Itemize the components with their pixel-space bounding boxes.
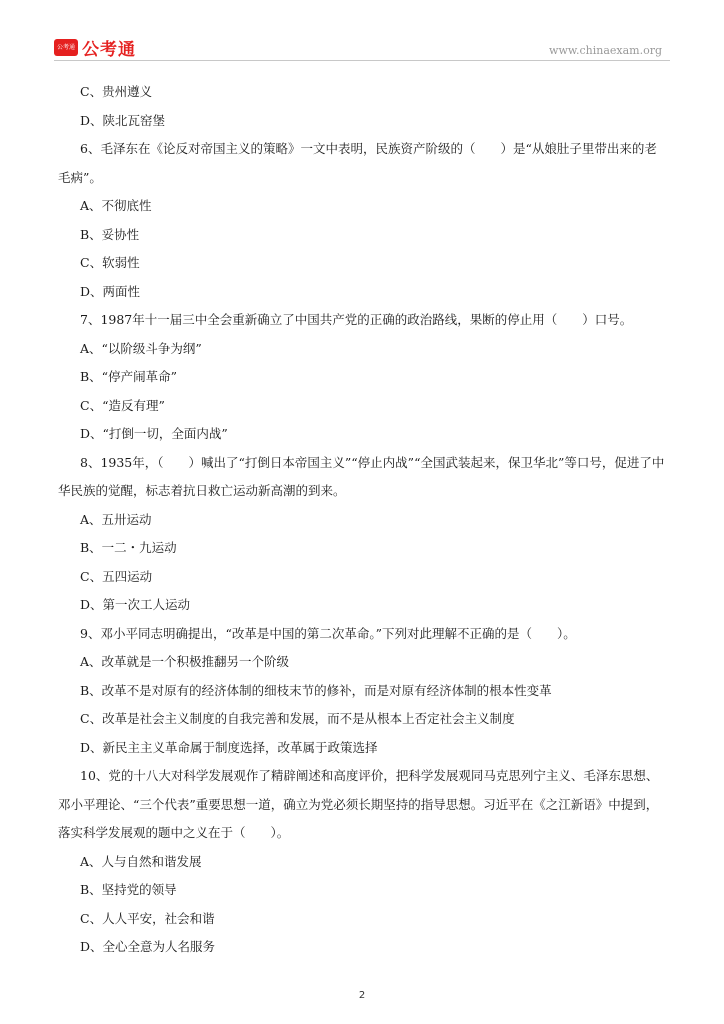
q8-stem-line-2: 华民族的觉醒，标志着抗日救亡运动新高潮的到来。	[58, 483, 346, 498]
q8-option-a: A、五卅运动	[80, 511, 152, 527]
q10-option-c: C、人人平安，社会和谐	[80, 910, 215, 926]
q8-option-b: B、一二・九运动	[80, 540, 177, 555]
q9-option-d: D、新民主主义革命属于制度选择，改革属于政策选择	[80, 739, 378, 755]
logo	[54, 35, 136, 60]
q6-stem-line-1: 6、毛泽东在《论反对帝国主义的策略》一文中表明，民族资产阶级的（ ）是“从娘肚子里带出来的老	[80, 141, 657, 156]
q7-option-d: D、“打倒一切，全面内战”	[80, 426, 228, 441]
q10-option-a: A、人与自然和谐发展	[80, 853, 202, 869]
document-body	[58, 78, 668, 962]
page-header	[0, 0, 724, 62]
q10-stem-line-3: 落实科学发展观的题中之义在于（ ）。	[58, 825, 290, 840]
q7-option-a: A、“以阶级斗争为纲”	[80, 340, 202, 356]
q9-stem-line-1: 9、邓小平同志明确提出，“改革是中国的第二次革命。”下列对此理解不正确的是（ ）。	[80, 625, 576, 641]
q6-option-c: C、软弱性	[80, 255, 140, 270]
q8-option-d: D、第一次工人运动	[80, 597, 191, 612]
q6-option-a: A、不彻底性	[80, 198, 152, 213]
q10-stem-line-1: 10、党的十八大对科学发展观作了精辟阐述和高度评价，把科学发展观同马克思列宁主义、毛泽东思想、	[80, 768, 659, 783]
q8-stem-line-1: 8、1935年，（ ）喊出了“打倒日本帝国主义”“停止内战”“全国武装起来，保卫华北”等口号，促进了中	[80, 454, 665, 470]
logo-badge: 公考通	[54, 39, 78, 56]
q10-option-b: B、坚持党的领导	[80, 882, 177, 897]
q5-option-d: D、陕北瓦窑堡	[80, 112, 166, 128]
page-number: 2	[358, 990, 366, 1001]
q6-option-d: D、两面性	[80, 283, 141, 299]
q7-option-b: B、“停产闹革命”	[80, 369, 177, 384]
q9-option-b: B、改革不是对原有的经济体制的细枝末节的修补，而是对原有经济体制的根本性变革	[80, 682, 552, 698]
q10-option-d: D、全心全意为人名服务	[80, 939, 216, 954]
q8-option-c: C、五四运动	[80, 568, 153, 584]
q6-option-b: B、妥协性	[80, 226, 140, 242]
q5-option-c: C、贵州遵义	[80, 84, 153, 99]
header-divider	[54, 60, 670, 61]
q7-stem-line-1: 7、1987年十一届三中全会重新确立了中国共产党的正确的政治路线，果断的停止用（ ）口号。	[80, 312, 633, 327]
q6-stem-line-2: 毛病”。	[58, 169, 102, 185]
q10-stem-line-2: 邓小平理论、“三个代表”重要思想一道，确立为党必须长期坚持的指导思想。习近平在《之江新语》中提到，	[58, 796, 659, 812]
q7-option-c: C、“造反有理”	[80, 397, 165, 413]
q9-option-a: A、改革就是一个积极推翻另一个阶级	[80, 654, 290, 669]
q9-option-c: C、改革是社会主义制度的自我完善和发展，而不是从根本上否定社会主义制度	[80, 711, 515, 726]
logo-text: 公考通	[82, 40, 136, 60]
site-url: www.chinaexam.org	[549, 44, 662, 57]
